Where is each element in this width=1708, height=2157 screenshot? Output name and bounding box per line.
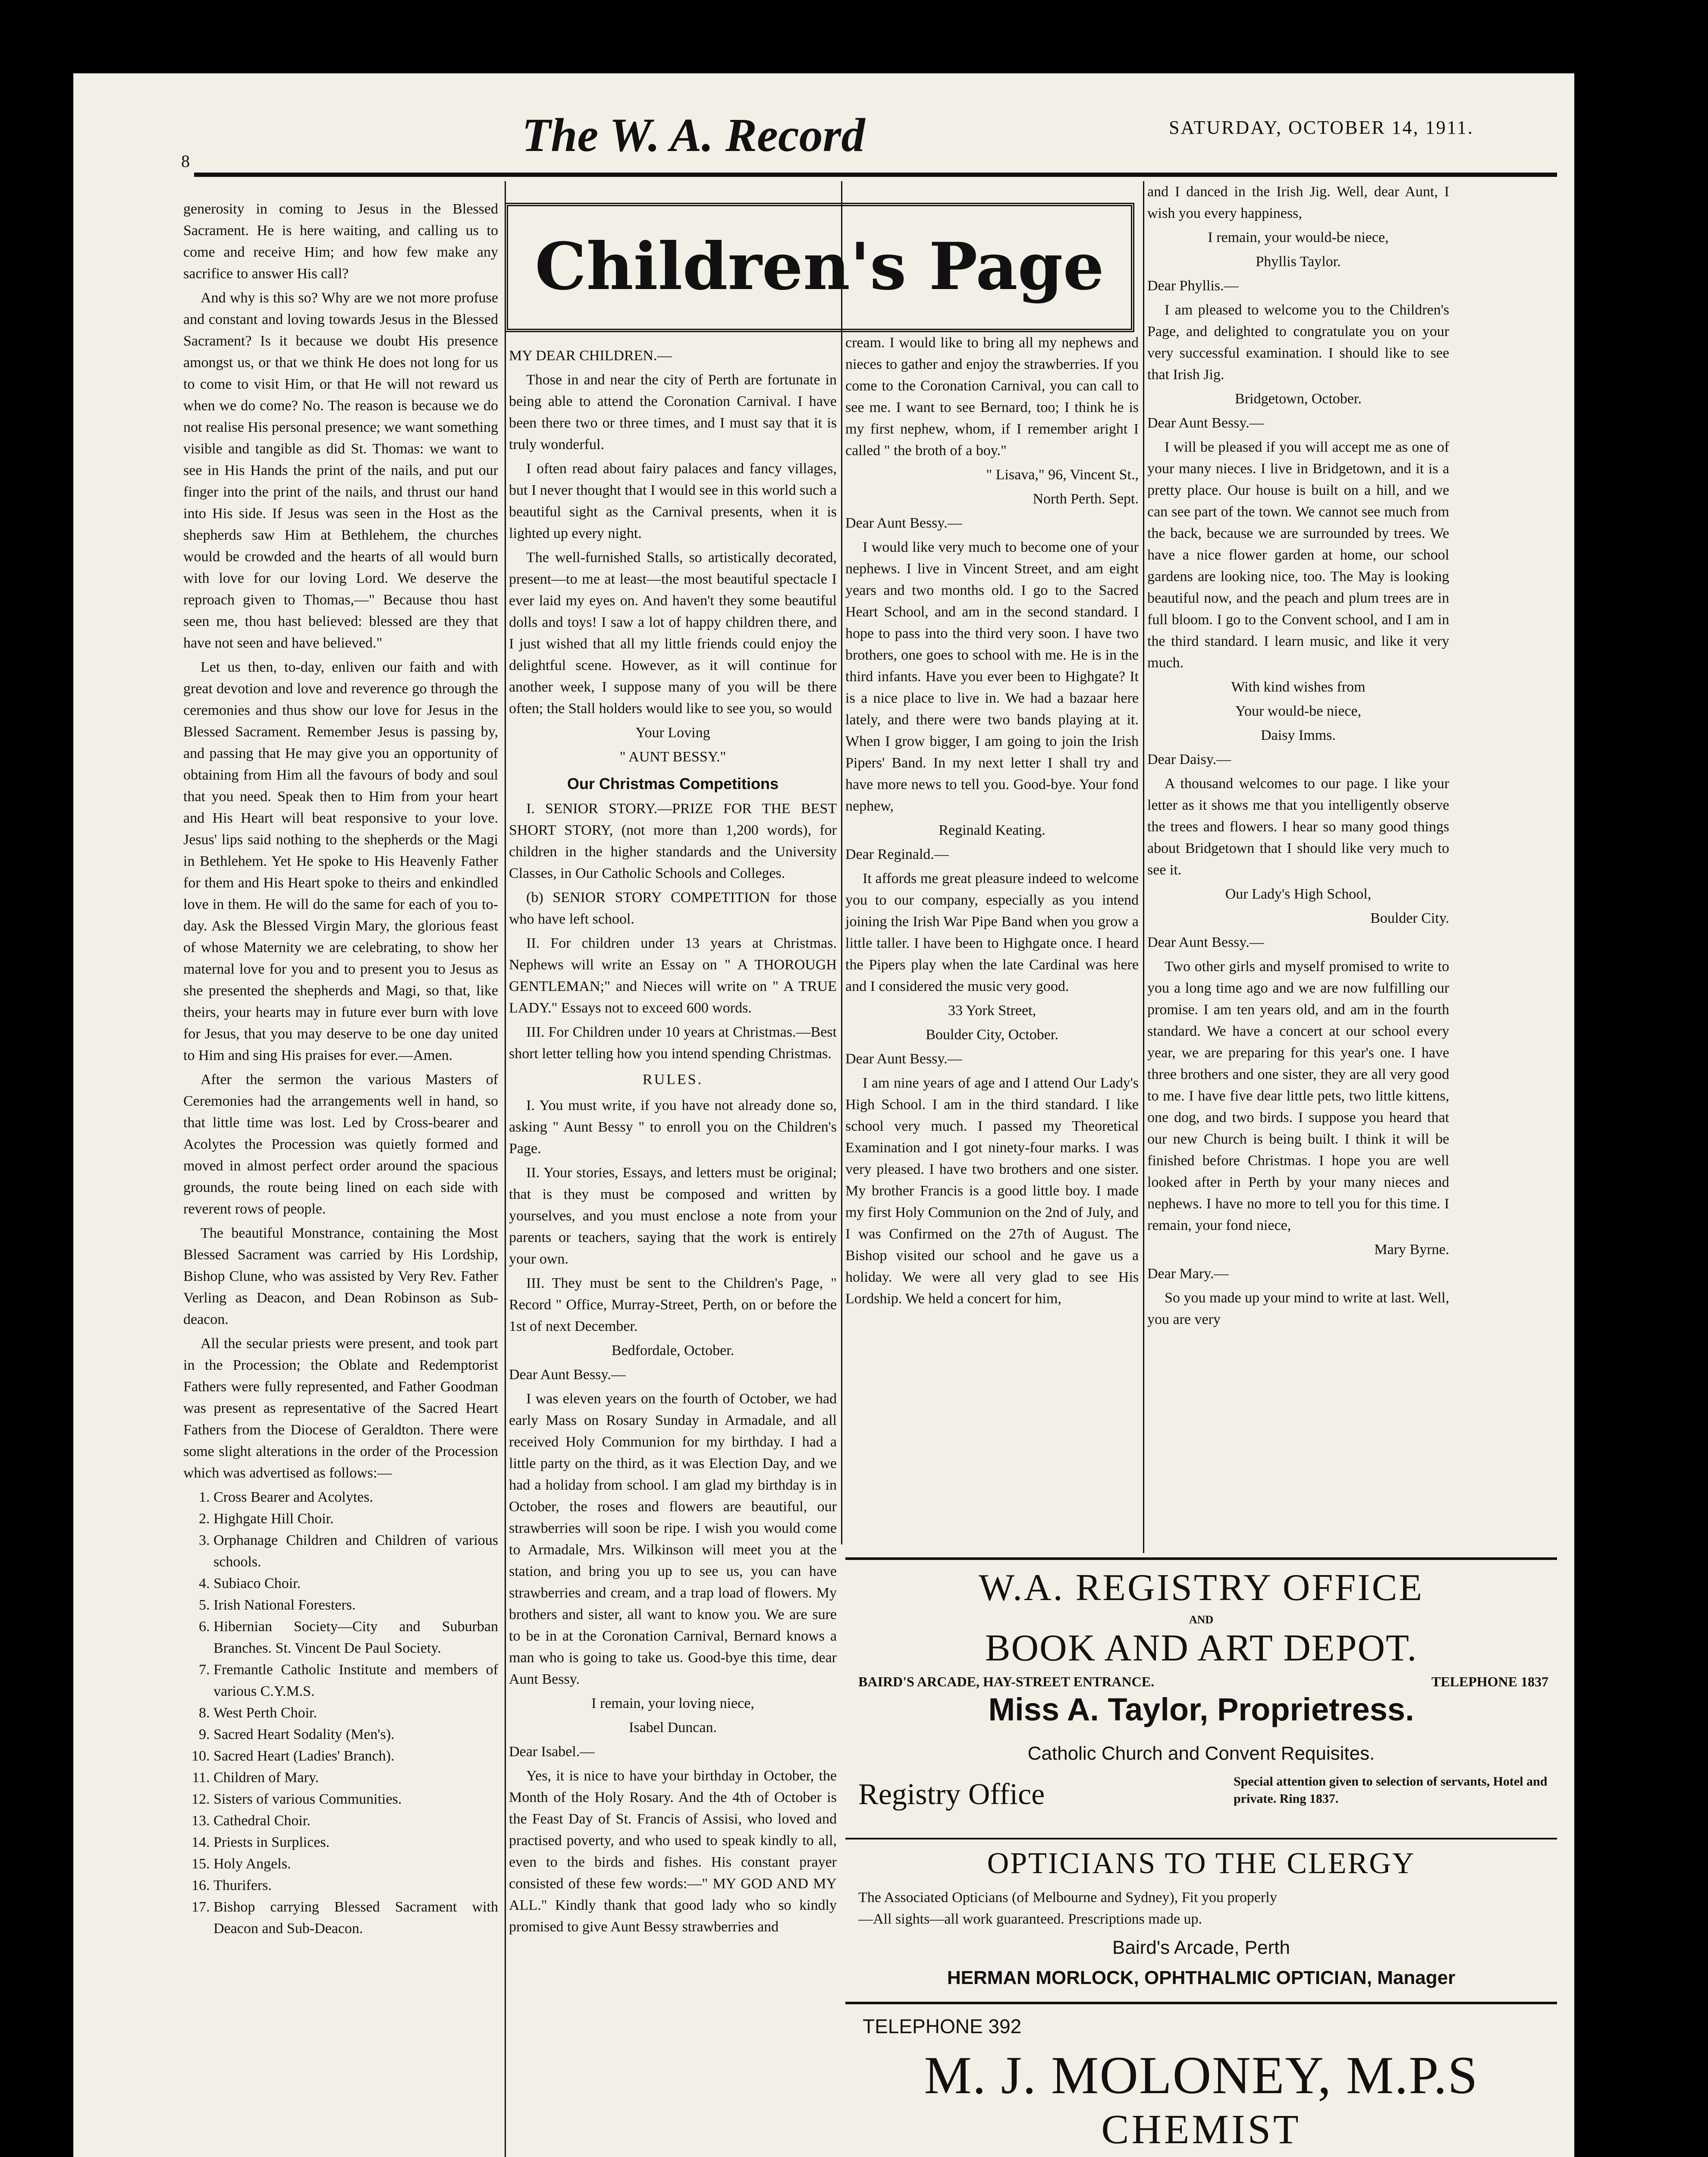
header-rule: [194, 173, 1557, 177]
ad-text: Special attention given to selection of servants, Hotel and private. Ring 1837.: [1234, 1774, 1548, 1806]
letter-address: " Lisava," 96, Vincent St.,: [986, 467, 1139, 483]
paragraph: Yes, it is nice to have your birthday in October, the Month of the Holy Rosary. And the 4th of October is the Feast Day of St. Francis of Assisi, who loved and practised poverty, and who used to speak kindly to all, even to the birds and fishes. His constant prayer consisted of these few words:—" MY GOD AND MY ALL." Kindly thank that good lady who so kindly promised to give Aunt Bessy strawberries and: [509, 1768, 837, 1935]
letter-address: Bridgetown, October.: [1235, 391, 1362, 407]
greeting: Dear Mary.—: [1147, 1266, 1229, 1282]
rules-heading: RULES.: [642, 1072, 703, 1088]
list-item: 8. West Perth Choir.: [214, 1702, 498, 1724]
paragraph: So you made up your mind to write at last. Well, you are very: [1147, 1290, 1449, 1327]
paragraph: It affords me great pleasure indeed to welcome you to our company, especially as you intend joining the Irish War Pipe Band when you grow a little taller. I have been to Highgate once. I heard the Pipers play when the late Cardinal was here and I considered the music very good.: [845, 871, 1139, 994]
column-procession: [183, 198, 498, 2157]
signature: With kind wishes from: [1231, 679, 1366, 695]
ad-heading: BOOK AND ART DEPOT.: [985, 1627, 1418, 1669]
paragraph: and I danced in the Irish Jig. Well, dear Aunt, I wish you every happiness,: [1147, 184, 1449, 221]
ad-text: TELEPHONE 1837: [1431, 1674, 1548, 1689]
ad-rule: [845, 2002, 1557, 2004]
greeting: Dear Reginald.—: [845, 846, 949, 862]
paragraph: A thousand welcomes to our page. I like your letter as it shows me that you intelligently observe the trees and flowers. I hear so many good things about Bridgetown that I should like very much to see it.: [1147, 776, 1449, 878]
list-item: 11. Children of Mary.: [214, 1767, 498, 1789]
list-item: 7. Fremantle Catholic Institute and members of various C.Y.M.S.: [214, 1659, 498, 1702]
ad-text: —All sights—all work guaranteed. Prescriptions made up.: [858, 1911, 1202, 1927]
list-item: 10. Sacred Heart (Ladies' Branch).: [214, 1745, 498, 1767]
ad-heading: CHEMIST: [1101, 2106, 1301, 2152]
column-childrens-page: [509, 345, 837, 2157]
column-letters-2: [1147, 181, 1449, 1553]
signature: Reginald Keating.: [939, 822, 1046, 838]
greeting: Dear Phyllis.—: [1147, 278, 1239, 294]
competitions-heading: Our Christmas Competitions: [567, 775, 779, 792]
list-item: 14. Priests in Surplices.: [214, 1832, 498, 1853]
paragraph: III. For Children under 10 years at Christmas.—Best short letter telling how you intend spending Christmas.: [509, 1024, 837, 1062]
ad-text: AND: [1189, 1613, 1214, 1626]
column-rule: [1143, 181, 1144, 1553]
signature: " AUNT BESSY.": [619, 749, 726, 765]
paragraph: Let us then, to-day, enliven our faith and with great devotion and love and reverence go through the ceremonies and thus show our love for Jesus in the Blessed Sacrament. Remember Jesus is passing by, and passing that He may give you an opportunity of obtaining from Him all the favours of body and soul that you need. Speak then to Him from your heart and His Heart will beat responsive to your love. Jesus' lips said nothing to the shepherds or the Magi in Bethlehem. Yet He spoke to His Heavenly Father for them and His Heart spoke to theirs and enkindled love in them. He will do the same for each of you to-day. Ask the Blessed Virgin Mary, the glorious feast of whose Maternity we are celebrating, to show her maternal love for you and to present you to Jesus as she presented the shepherds and Magi, so that, like theirs, your hearts may in future ever burn with love for Jesus, that you may deserve to be one day united to Him and sing His praises for ever.—Amen.: [183, 659, 498, 1063]
childrens-page-title: Children's Page: [535, 229, 1104, 305]
page-header: [73, 91, 1574, 177]
paragraph: After the sermon the various Masters of Ceremonies had the arrangements well in hand, so that little time was lost. Led by Cross-bearer and Acolytes the Procession was quietly formed and moved in almost perfect order around the spacious grounds, the route being lined on each side with reverent rows of people.: [183, 1072, 498, 1217]
list-item: 9. Sacred Heart Sodality (Men's).: [214, 1724, 498, 1745]
greeting: Dear Daisy.—: [1147, 751, 1231, 767]
signature: Your Loving: [635, 725, 710, 741]
ad-text: The Associated Opticians (of Melbourne and Sydney), Fit you properly: [858, 1890, 1277, 1905]
greeting: Dear Aunt Bessy.—: [1147, 415, 1264, 431]
list-item: 12. Sisters of various Communities.: [214, 1789, 498, 1810]
signature: Isabel Duncan.: [629, 1720, 717, 1736]
list-item: 13. Cathedral Choir.: [214, 1810, 498, 1832]
list-item: 6. Hibernian Society—City and Suburban Branches. St. Vincent De Paul Society.: [214, 1616, 498, 1659]
masthead: The W. A. Record: [522, 109, 865, 161]
list-item: 4. Subiaco Choir.: [214, 1573, 498, 1594]
ad-text: BAIRD'S ARCADE, HAY-STREET ENTRANCE.: [858, 1674, 1155, 1689]
paragraph: Two other girls and myself promised to write to you a long time ago and we are now fulfilling our promise. I am ten years old, and am in the fourth standard. We have a concert at our school every year, we are preparing for this year's one. I have three brothers and one sister, they are all very good to me. I have five dear little pets, two little kittens, one dog, and two birds. I suppose you heard that our new Church is being built. I think it will be finished before Christmas. I hope you are well looked after in Perth by your many nieces and nephews. I have no more to tell you for this time. I remain, your fond niece,: [1147, 959, 1449, 1233]
ad-heading: OPTICIANS TO THE CLERGY: [987, 1847, 1416, 1880]
paragraph: III. They must be sent to the Children's Page, " Record " Office, Murray-Street, Perth, on or before the 1st of next December.: [509, 1275, 837, 1334]
paragraph: I would like very much to become one of your nephews. I live in Vincent Street, and am eight years and two months old. I go to the Sacred Heart School, and am in the second standard. I hope to pass into the third very soon. I have two brothers, one goes to school with me. He is in the third infants. Have you ever been to Highgate? It is a nice place to live in. We had a bazaar here lately, and there were two bands playing at it. When I grow bigger, I am going to join the Irish Pipers' Band. In my next letter I shall try and have more news to tell you. Good-bye. Your fond nephew,: [845, 539, 1139, 814]
ad-proprietress: Miss A. Taylor, Proprietress.: [988, 1692, 1414, 1727]
column-letters: [845, 332, 1139, 1549]
paragraph: II. Your stories, Essays, and letters must be original; that is they must be composed and written by yourselves, and you must enclose a note from your parents or teachers, saying that the work is entirely your own.: [509, 1165, 837, 1267]
newspaper-page: [73, 73, 1574, 2157]
signature: Your would-be niece,: [1235, 703, 1362, 719]
ad-heading: M. J. MOLONEY, M.P.S: [924, 2046, 1479, 2105]
paragraph: The well-furnished Stalls, so artistically decorated, present—to me at least—the most beautiful spectacle I ever laid my eyes on. And haven't they some beautiful dolls and toys! I saw a lot of happy children there, and I just wished that all my little friends could enjoy the delightful scene. However, as it will continue for another week, I suppose many of you will be there often; the Stall holders would like to see you, so would: [509, 550, 837, 717]
paragraph: I am nine years of age and I attend Our Lady's High School. I am in the third standard. I like school very much. I passed my Theoretical Examination and I got ninety-four marks. I was very pleased. I have two brothers and one sister. My brother Francis is a good little boy. I made my first Holy Communion on the 2nd of July, and I was Confirmed on the 27th of August. The Bishop visited our school and he gave us a holiday. We were all very glad to see His Lordship. We held a concert for him,: [845, 1075, 1139, 1307]
list-item: 2. Highgate Hill Choir.: [214, 1508, 498, 1530]
paragraph: I was eleven years on the fourth of October, we had early Mass on Rosary Sunday in Armadale, and all received Holy Communion for my birthday. I had a little party on the third, as it was Election Day, and we had a holiday from school. I am glad my birthday is in October, the roses and flowers are beautiful, our strawberries will soon be ripe. I wish you would come to Armadale, Mrs. Wilkinson will meet you at the station, and bring you up to see us, you can have strawberries and cream, and a trap load of flowers. My brothers and sister, all want to know you. We are sure to be in at the Coronation Carnival, Bernard knows a man who is going to take us. Good-bye this time, dear Aunt Bessy.: [509, 1391, 837, 1687]
signature: Mary Byrne.: [1374, 1242, 1449, 1258]
ad-text: Catholic Church and Convent Requisites.: [1027, 1743, 1375, 1764]
list-item: 17. Bishop carrying Blessed Sacrament with Deacon and Sub-Deacon.: [214, 1896, 498, 1940]
greeting: Dear Aunt Bessy.—: [845, 1051, 962, 1067]
greeting: Dear Aunt Bessy.—: [845, 515, 962, 531]
paragraph: I often read about fairy palaces and fancy villages, but I never thought that I would see in this world such a beautiful sight as the Carnival presents, when it is lighted up every night.: [509, 461, 837, 541]
paragraph: generosity in coming to Jesus in the Blessed Sacrament. He is here waiting, and calling us to come and receive Him; and how few make any sacrifice to answer His call?: [183, 201, 498, 282]
paragraph: Those in and near the city of Perth are fortunate in being able to attend the Coronation Carnival. I have been there two or three times, and I must say that it is truly wonderful.: [509, 372, 837, 453]
signature: Phyllis Taylor.: [1256, 254, 1341, 270]
childrens-page-banner: [505, 203, 1134, 332]
ad-heading: W.A. REGISTRY OFFICE: [979, 1567, 1424, 1609]
paragraph: (b) SENIOR STORY COMPETITION for those who have left school.: [509, 890, 837, 927]
letter-address: North Perth. Sept.: [1033, 491, 1139, 507]
greeting: Dear Isabel.—: [509, 1744, 595, 1760]
letter-address: Our Lady's High School,: [1225, 886, 1372, 902]
column-rule: [841, 181, 842, 1544]
page-number: 8: [181, 151, 190, 171]
letter-address: 33 York Street,: [948, 1003, 1036, 1019]
ad-text: Baird's Arcade, Perth: [1112, 1937, 1290, 1958]
issue-date: SATURDAY, OCTOBER 14, 1911.: [1169, 117, 1474, 138]
letter-address: Boulder City, October.: [926, 1027, 1058, 1043]
signature: Daisy Imms.: [1261, 727, 1336, 743]
column-rule: [505, 181, 506, 2157]
ad-text: HERMAN MORLOCK, OPHTHALMIC OPTICIAN, Manager: [947, 1967, 1456, 1988]
greeting: MY DEAR CHILDREN.—: [509, 348, 672, 364]
list-item: 1. Cross Bearer and Acolytes.: [214, 1487, 498, 1508]
letter-address: Boulder City.: [1370, 910, 1449, 926]
greeting: Dear Aunt Bessy.—: [1147, 934, 1264, 950]
list-item: 16. Thurifers.: [214, 1875, 498, 1896]
paragraph: I. SENIOR STORY.—PRIZE FOR THE BEST SHORT STORY, (not more than 1,200 words), for children in the higher standards and the University Classes, in Our Catholic Schools and Colleges.: [509, 801, 837, 881]
list-item: 5. Irish National Foresters.: [214, 1594, 498, 1616]
paragraph: And why is this so? Why are we not more profuse and constant and loving towards Jesus in the Blessed Sacrament? Is it because we doubt His presence amongst us, or that we think He does not long for us to come to visit Him, or that He will not reward us when we do come? No. The reason is because we do not realise His personal presence; we want something visible and tangible as did St. Thomas: we want to see in His Hands the print of the nails, and put our finger into the print of the nails, and thrust our hand into His side. If Jesus was seen in the Host as the shepherds saw Him at Bethlehem, the churches would be crowded and the hearts of all would burn with love for our loving Lord. We deserve the reproach given to Thomas,—" Because thou hast seen me, thou hast believed: blessed are they that have not seen and have believed.": [183, 290, 498, 651]
paragraph: I. You must write, if you have not already done so, asking " Aunt Bessy " to enroll you on the Children's Page.: [509, 1097, 837, 1157]
letter-address: Bedfordale, October.: [611, 1343, 735, 1358]
ad-text: TELEPHONE 392: [863, 2015, 1022, 2038]
signature: I remain, your would-be niece,: [1208, 230, 1389, 245]
paragraph: II. For children under 13 years at Christmas. Nephews will write an Essay on " A THOROUGH GENTLEMAN;" and Nieces will write on " A TRUE LADY." Essays not to exceed 600 words.: [509, 935, 837, 1016]
paragraph: All the secular priests were present, and took part in the Procession; the Oblate and Redemptorist Fathers were fully represented, and Father Goodman was present as representative of the Sacred Heart Fathers from the Diocese of Geraldton. There were some slight alterations in the order of the Procession which was advertised as follows:—: [183, 1336, 498, 1481]
signature: I remain, your loving niece,: [591, 1695, 754, 1711]
ad-text: Registry Office: [858, 1778, 1045, 1811]
paragraph: The beautiful Monstrance, containing the Most Blessed Sacrament was carried by His Lordship, Bishop Clune, who was assisted by Very Rev. Father Verling as Deacon, and Dean Robinson as Sub-deacon.: [183, 1225, 498, 1327]
paragraph: I will be pleased if you will accept me as one of your many nieces. I live in Bridgetown, and it is a pretty place. Our house is built on a hill, and we can see part of the town. We cannot see much from the back, because we are surrounded by trees. We have a nice flower garden at home, our school gardens are looking nice, too. The May is looking beautiful now, and the peach and plum trees are in full bloom. I go to the Convent school, and I am in the third standard. I learn music, and like it very much.: [1147, 439, 1449, 671]
greeting: Dear Aunt Bessy.—: [509, 1367, 626, 1383]
paragraph: cream. I would like to bring all my nephews and nieces to gather and enjoy the strawberries. If you come to the Coronation Carnival, you can call to see me. I want to see Bernard, too; I think he is my first nephew, whom, if I remember aright I called " the broth of a boy.": [845, 335, 1139, 459]
list-item: 3. Orphanage Children and Children of various schools.: [214, 1530, 498, 1573]
paragraph: I am pleased to welcome you to the Children's Page, and delighted to congratulate you on your very successful examination. I should like to see that Irish Jig.: [1147, 302, 1449, 383]
list-item: 15. Holy Angels.: [214, 1853, 498, 1875]
procession-list: [183, 1487, 498, 1940]
ad-rule: [845, 1838, 1557, 1839]
ad-rule: [845, 1557, 1557, 1560]
